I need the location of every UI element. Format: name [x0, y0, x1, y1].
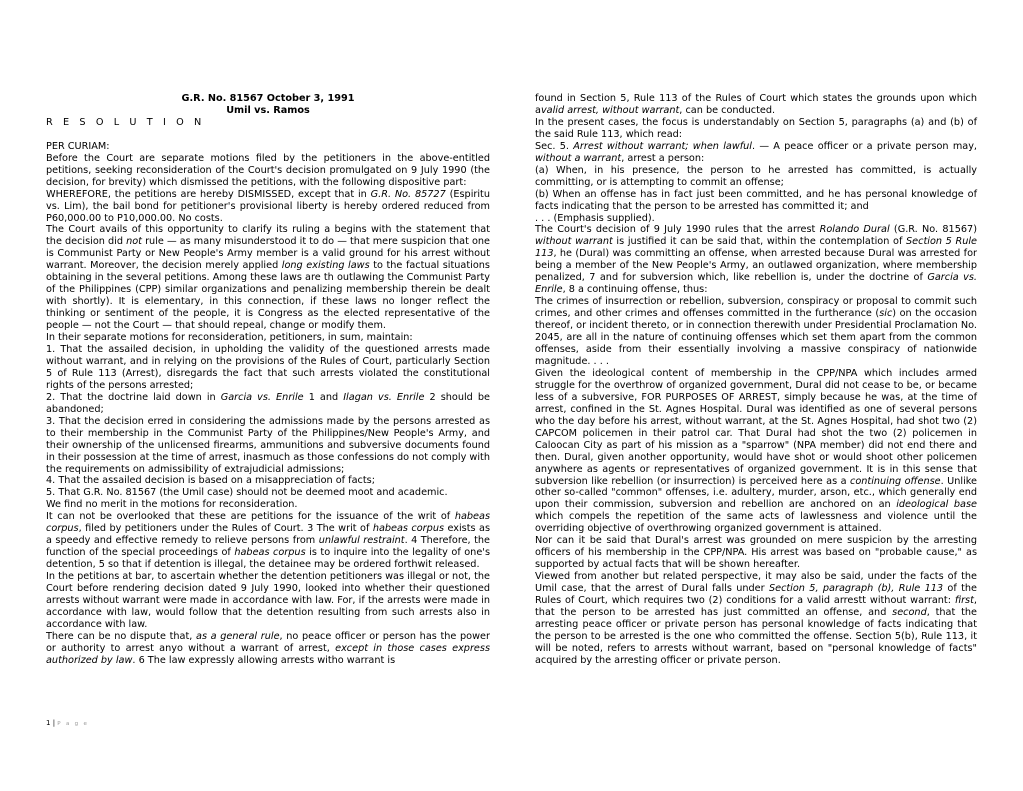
paragraph: It can not be overlooked that these are petitions for the issuance of the writ of habeas corpus, filed by petitioners under the Rules of Court. 3 The writ of habeas corpus exists as a speedy and effective remedy to relieve persons from unlawful restraint. 4 Therefore, the function of the special proceedings of habeas corpus is to inquire into the legality of one's detention, 5 so that if detention is illegal, the detainee may be ordered forthwit released. — [46, 511, 491, 571]
page-separator: | — [50, 719, 58, 727]
paragraph: In their separate motions for reconsideration, petitioners, in sum, maintain: — [46, 332, 413, 344]
page-footer — [46, 719, 89, 727]
right-column — [535, 93, 977, 667]
spacer — [46, 129, 490, 141]
paragraph: Sec. 5. Arrest without warrant; when lawful. — A peace officer or a private person may, without a warrant, arrest a person: — [535, 140, 978, 164]
paragraph: The crimes of insurrection or rebellion, subversion, conspiracy or proposal to commit such crimes, and other crimes and offenses committed in the furtherance (sic) on the occasion thereof, or incident thereto, or in connection therewith under Presidential Proclamation No. 2045, are all in the nature of continuing offenses which set them apart from the common offenses, aside from their essentially involving a massive conspiracy of nationwide magnitude. . . . — [535, 296, 977, 367]
paragraph: The Court's decision of 9 July 1990 rules that the arrest Rolando Dural (G.R. No. 81567) without warrant is justified it can be said that, within the contemplation of Section 5 Rule 113, he (Dural) was committing an offense, when arrested because Dural was arrested for being a member of the New People's Army, an outlawed organization, where membership penalized, 7 and for subversion which, like rebellion is, under the doctrine of Garcia vs. Enrile, 8 a continuing offense, thus: — [535, 224, 977, 296]
resolution-heading: R E S O L U T I O N — [46, 116, 205, 128]
paragraph: There can be no dispute that, as a general rule, no peace officer or person has the power or authority to arrest anyo without a warrant of arrest, except in those cases express authorized by law. 6 The law expressly allowing arrests witho warrant is — [46, 630, 490, 666]
case-parties: Umil vs. Ramos — [226, 104, 310, 116]
right-body-text — [535, 93, 977, 667]
page-number: 1 — [46, 719, 51, 727]
paragraph: . . . (Emphasis supplied). — [535, 212, 655, 224]
left-column — [46, 93, 490, 667]
paragraph: 1. That the assailed decision, in upholding the validity of the questioned arrests made without warrant, and in relying on the provisions of the Rules of Court, particularly Section 5 of Rule 113 (Arrest), disregards the fact that such arrests violated the constitutional rights of the persons arrested; — [46, 344, 490, 391]
paragraph: In the petitions at bar, to ascertain whether the detention petitioners was illegal or not, the Court before rendering decision dated 9 July 1990, looked into whether their questioned arrests without warrant were made in accordance with law. For, if the arrests were made in accordance with law, would follow that the detention resulting from such arrests also in accordance with law. — [46, 571, 490, 630]
paragraph: 4. That the assailed decision is based on a misappreciation of facts; — [46, 475, 375, 487]
paragraph: The Court avails of this opportunity to clarify its ruling a begins with the statement that the decision did not rule — as many misunderstood it to do — that mere suspicion that one is Communist Party or New People's Army member is a valid ground for his arrest without warrant. Moreover, the decision merely applied long existing laws to the factual situations obtaining in the several petitions. Among these laws are th outlawing the Communist Party of the Philippines (CPP) similar organizations and penalizing membership therein be dealt with shortly). It is elementary, in this connection, if these laws no longer reflect the thinking or sentiment of the people, it is Congress as the elected representative of the people — not the Court — that should repeal, change or modify them. — [46, 224, 491, 332]
paragraph: We find no merit in the motions for reconsideration. — [46, 499, 298, 511]
paragraph: 2. That the doctrine laid down in Garcia vs. Enrile 1 and Ilagan vs. Enrile 2 should be abandoned; — [46, 391, 490, 415]
paragraph: PER CURIAM: — [46, 140, 110, 152]
paragraph: 5. That G.R. No. 81567 (the Umil case) should not be deemed moot and academic. — [46, 487, 448, 499]
paragraph: Nor can it be said that Dural's arrest was grounded on mere suspicion by the arresting officers of his membership in the CPP/NPA. His arrest was based on "probable cause," as supported by actual facts that will be shown hereafter. — [535, 535, 977, 571]
paragraph: Before the Court are separate motions filed by the petitioners in the above-entitled petitions, seeking reconsideration of the Court's decision promulgated on 9 July 1990 (the decision, for brevity) which dismissed the petitions, with the following dispositive part: — [46, 152, 490, 188]
paragraph: (b) When an offense has in fact just been committed, and he has personal knowledge of facts indicating that the person to be arrested has committed it; and — [535, 188, 977, 212]
left-body-text — [46, 141, 490, 667]
paragraph: (a) When, in his presence, the person to he arrested has committed, is actually committing, or is attempting to commit an offense; — [535, 164, 977, 188]
paragraph: 3. That the decision erred in considering the admissions made by the persons arrested as to their membership in the Communist Party of the Philippines/New People's Army, and their ownership of the unlicensed firearms, ammunitions and subversive documents found in their possession at the time of arrest, inasmuch as those confessions do not comply with the requirements on admissibility of extrajudicial admissions; — [46, 415, 490, 475]
paragraph: Viewed from another but related perspective, it may also be said, under the facts of the Umil case, that the arrest of Dural falls under Section 5, paragraph (b), Rule 113 of the Rules of Court, which requires two (2) conditions for a valid arrestt without warrant: first, that the person to be arrested has just committed an offense, and second, that the arresting peace officer or private person has personal knowledge of facts indicating that the person to be arrested is the one who committed the offense. Section 5(b), Rule 113, it will be noted, refers to arrests without warrant, based on "personal knowledge of facts" acquired by the arresting officer or private person. — [535, 571, 978, 666]
paragraph: In the present cases, the focus is understandably on Section 5, paragraphs (a) and (b) of the said Rule 113, which read: — [535, 116, 977, 140]
paragraph: Given the ideological content of membership in the CPP/NPA which includes armed struggle for the overthrow of organized government, Dural did not cease to be, or became less of a subversive, FOR PURPOSES OF ARREST, simply because he was, at the time of arrest, confined in the St. Agnes Hospital. Dural was identified as one of several persons who the day before his arrest, without warrant, at the St. Agnes Hospital, had shot two (2) CAPCOM policemen in their patrol car. That Dural had shot the two (2) policemen in Caloocan City as part of his mission as a "sparrow" (NPA member) did not end there and then. Dural, given another opportunity, would have shot or would shoot other policemen anywhere as agents or representatives of organized government. It is in this sense that subversion like rebellion (or insurrection) is perceived here as a continuing offense. Unlike other so-called "common" offenses, i.e. adultery, murder, arson, etc., which generally end upon their commission, subversion and rebellion are anchored on an ideological base which compels the repetition of the same acts of lawlessness and violence until the overriding objective of overthrowing organized government is attained. — [535, 367, 977, 535]
paragraph: WHEREFORE, the petitions are hereby DISMISSED, except that in G.R. No. 85727 (Espiritu vs. Lim), the bail bond for petitioner's provisional liberty is hereby ordered reduced from P60,000.00 to P10,000.00. No costs. — [46, 188, 490, 224]
case-title: G.R. No. 81567 October 3, 1991 — [181, 93, 355, 104]
page-word: P a g e — [57, 721, 89, 727]
paragraph: found in Section 5, Rule 113 of the Rules of Court which states the grounds upon which avalid arrest, without warrant, can be conducted. — [535, 93, 977, 116]
